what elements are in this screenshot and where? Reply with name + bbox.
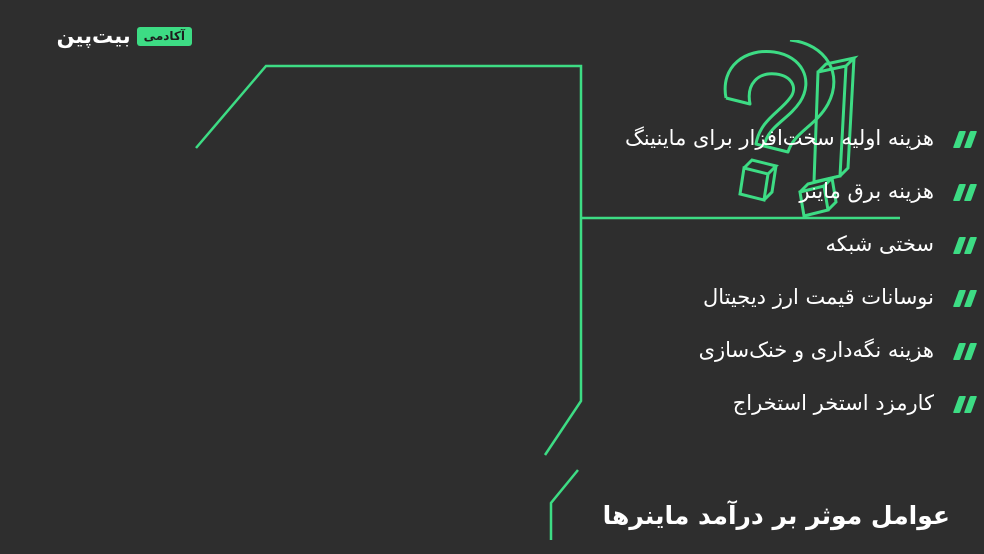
double-slash-marker-icon: [948, 129, 976, 149]
list-item-label: هزینه برق ماینر: [799, 178, 934, 203]
list-item[interactable]: [424, 377, 984, 430]
list-item[interactable]: [424, 112, 984, 165]
footer-title: [603, 501, 950, 530]
factors-list: [424, 112, 984, 430]
double-slash-marker-icon: [948, 394, 976, 414]
footer-title-text: عوامل موثر بر درآمد ماینرها: [602, 501, 950, 530]
list-item[interactable]: [424, 165, 984, 218]
list-item[interactable]: [424, 218, 984, 271]
list-item[interactable]: [424, 271, 984, 324]
list-item-label: نوسانات قیمت ارز دیجیتال: [702, 284, 934, 309]
list-item-label: کارمزد استخر استخراج: [732, 390, 934, 415]
logo-brand-name: بیت‌پین: [56, 23, 131, 48]
list-item-label: هزینه نگه‌داری و خنک‌سازی: [698, 337, 934, 362]
list-item-label: هزینه اولیه سخت‌افزار برای ماینینگ: [625, 125, 934, 150]
logo-badge: آکادمی: [137, 27, 192, 46]
list-item[interactable]: [424, 324, 984, 377]
list-item-label: سختی شبکه: [825, 231, 934, 256]
double-slash-marker-icon: [948, 182, 976, 202]
double-slash-marker-icon: [948, 341, 976, 361]
brand-logo: [24, 22, 192, 50]
double-slash-marker-icon: [948, 235, 976, 255]
double-slash-marker-icon: [948, 288, 976, 308]
